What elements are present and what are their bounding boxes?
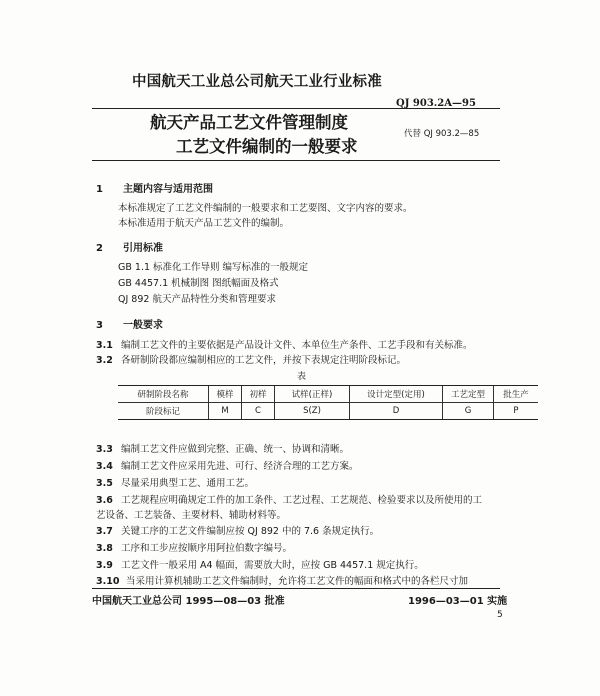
clause-number: 3.1 bbox=[96, 340, 113, 351]
replaces-standard: 代替 QJ 903.2—85 bbox=[404, 129, 480, 139]
stage-mark-table bbox=[118, 385, 538, 420]
clause-3-7 bbox=[96, 523, 379, 537]
clause-number: 3.2 bbox=[96, 355, 113, 366]
section-number: 3 bbox=[96, 320, 103, 331]
clause-3-6-continued: 艺设备、工艺装备、主要材料、辅助材料等。 bbox=[96, 510, 287, 521]
clause-text: 当采用计算机辅助工艺文件编制时，允许将工艺文件的幅面和格式中的各栏尺寸加 bbox=[126, 576, 469, 587]
page-number: 5 bbox=[497, 610, 503, 620]
section-number: 1 bbox=[96, 184, 103, 195]
clause-number: 3.9 bbox=[96, 560, 113, 571]
clause-number: 3.4 bbox=[96, 461, 113, 472]
footer-rule bbox=[92, 588, 500, 589]
table-header-cell: 设计定型(定用) bbox=[350, 386, 443, 403]
section-2-heading bbox=[96, 239, 163, 254]
clause-text: 尽量采用典型工艺、通用工艺。 bbox=[121, 478, 255, 489]
section-number: 2 bbox=[96, 243, 103, 254]
clause-number: 3.7 bbox=[96, 526, 113, 537]
section-1-para-2: 本标准适用于航天产品工艺文件的编制。 bbox=[118, 218, 290, 229]
clause-3-6 bbox=[96, 492, 482, 506]
section-3-heading bbox=[96, 316, 163, 331]
reference-3: QJ 892 航天产品特性分类和管理要求 bbox=[118, 294, 276, 305]
table-header-cell: 模样 bbox=[209, 386, 242, 403]
table-cell: P bbox=[494, 403, 539, 420]
table-header-cell: 研制阶段名称 bbox=[118, 386, 209, 403]
clause-text: 编制工艺文件应做到完整、正确、统一、协调和清晰。 bbox=[121, 444, 350, 455]
clause-3-3 bbox=[96, 441, 349, 455]
table-header-row bbox=[118, 386, 538, 403]
section-title: 引用标准 bbox=[123, 243, 163, 254]
table-cell: D bbox=[350, 403, 443, 420]
table-header-cell: 初样 bbox=[242, 386, 275, 403]
clause-text: 工序和工步应按顺序用阿拉伯数字编号。 bbox=[121, 543, 293, 554]
clause-number: 3.3 bbox=[96, 444, 113, 455]
clause-3-8 bbox=[96, 540, 292, 554]
clause-3-2 bbox=[96, 352, 406, 366]
section-1-heading bbox=[96, 180, 213, 195]
table-header-cell: 工艺定型 bbox=[443, 386, 494, 403]
implementation-date: 1996—03—01 实施 bbox=[408, 596, 508, 607]
clause-3-10 bbox=[96, 573, 468, 587]
clause-3-4 bbox=[96, 458, 359, 472]
section-title: 主题内容与适用范围 bbox=[123, 184, 213, 195]
document-title-line2: 工艺文件编制的一般要求 bbox=[176, 137, 358, 156]
table-cell: C bbox=[242, 403, 275, 420]
approval-line: 中国航天工业总公司 1995—08—03 批准 bbox=[92, 596, 285, 607]
document-title-line1: 航天产品工艺文件管理制度 bbox=[150, 113, 348, 132]
clause-number: 3.8 bbox=[96, 543, 113, 554]
clause-text: 工艺文件一般采用 A4 幅面，需要放大时，应按 GB 4457.1 规定执行。 bbox=[121, 560, 424, 571]
section-1-para-1: 本标准规定了工艺文件编制的一般要求和工艺要图、文字内容的要求。 bbox=[118, 203, 413, 214]
table-label: 表 bbox=[297, 372, 307, 382]
table-cell: M bbox=[209, 403, 242, 420]
issuing-organization: 中国航天工业总公司航天工业行业标准 bbox=[132, 74, 382, 90]
table-row bbox=[118, 403, 538, 420]
clause-text: 编制工艺文件应采用先进、可行、经济合理的工艺方案。 bbox=[121, 461, 359, 472]
clause-3-1 bbox=[96, 337, 473, 351]
reference-2: GB 4457.1 机械制图 图纸幅面及格式 bbox=[118, 278, 279, 289]
table-cell: S(Z) bbox=[275, 403, 350, 420]
clause-text: 各研制阶段都应编制相应的工艺文件，并按下表规定注明阶段标记。 bbox=[121, 355, 407, 366]
clause-3-5 bbox=[96, 475, 254, 489]
header-rule bbox=[92, 108, 500, 109]
clause-text: 编制工艺文件的主要依据是产品设计文件、本单位生产条件、工艺手段和有关标准。 bbox=[121, 340, 473, 351]
header-rule-bottom bbox=[92, 160, 500, 161]
table-header-cell: 试样(正样) bbox=[275, 386, 350, 403]
clause-text: 关键工序的工艺文件编制应按 QJ 892 中的 7.6 条规定执行。 bbox=[121, 526, 380, 537]
clause-number: 3.10 bbox=[96, 576, 120, 587]
reference-1: GB 1.1 标准化工作导则 编写标准的一般规定 bbox=[118, 262, 309, 273]
table-cell: G bbox=[443, 403, 494, 420]
clause-3-9 bbox=[96, 557, 424, 571]
clause-number: 3.6 bbox=[96, 495, 113, 506]
section-title: 一般要求 bbox=[123, 320, 163, 331]
clause-number: 3.5 bbox=[96, 478, 113, 489]
table-header-cell: 批生产 bbox=[494, 386, 539, 403]
standard-number: QJ 903.2A—95 bbox=[396, 98, 476, 109]
clause-text: 工艺规程应明确规定工件的加工条件、工艺过程、工艺规范、检验要求以及所使用的工 bbox=[121, 495, 483, 506]
table-cell: 阶段标记 bbox=[118, 403, 209, 420]
